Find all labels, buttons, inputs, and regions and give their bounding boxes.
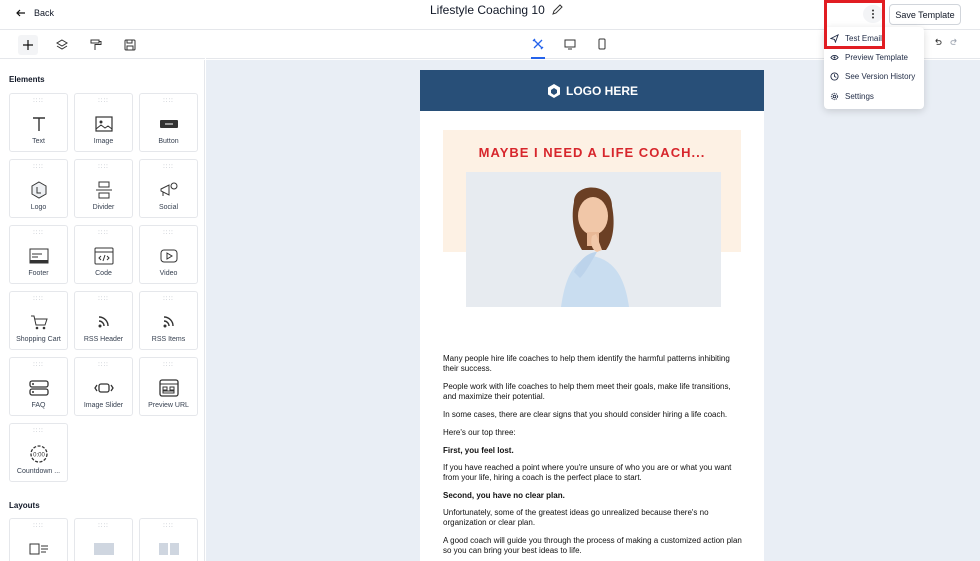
element-text[interactable] [9, 93, 68, 152]
element-rss-header[interactable] [74, 291, 133, 350]
element-label: Divider [92, 204, 115, 211]
save-template-button[interactable]: Save Template [889, 4, 961, 25]
menu-item-label: Settings [845, 92, 874, 101]
slider-icon [94, 379, 114, 397]
woman-thinking-image [466, 172, 721, 307]
layout-two-column-icon [159, 540, 179, 558]
drag-handle-icon: :::: [98, 362, 109, 368]
editor-canvas [206, 60, 980, 561]
social-icon [159, 181, 179, 199]
plus-icon [22, 39, 34, 51]
element-divider[interactable] [74, 159, 133, 218]
email-paragraph: Second, you have no clear plan. [443, 491, 565, 500]
design-view-button[interactable] [531, 37, 545, 51]
layout-two-column[interactable] [139, 518, 198, 561]
mobile-view-button[interactable] [595, 37, 609, 51]
countdown-icon [29, 445, 49, 463]
email-paragraph: If you have reached a point where you're unsure of who you are or what you want from your life, hiring a coach is the perfect place to start. [443, 463, 732, 482]
rss-icon [159, 313, 179, 331]
element-social[interactable] [139, 159, 198, 218]
paint-roller-icon [90, 39, 102, 51]
element-label: Countdown ... [16, 468, 61, 475]
drag-handle-icon: :::: [163, 523, 174, 529]
layers-icon [56, 39, 68, 51]
element-button[interactable] [139, 93, 198, 152]
layouts-section-title: Layouts [9, 501, 40, 510]
element-shopping-cart[interactable] [9, 291, 68, 350]
email-preview[interactable] [420, 70, 764, 561]
element-logo[interactable] [9, 159, 68, 218]
element-faq[interactable] [9, 357, 68, 416]
element-label: FAQ [31, 402, 46, 409]
drag-handle-icon: :::: [163, 164, 174, 170]
element-label: Video [159, 270, 178, 277]
drag-handle-icon: :::: [163, 296, 174, 302]
sidebar-toolbar [0, 31, 205, 59]
drag-handle-icon: :::: [163, 98, 174, 104]
desktop-icon [564, 38, 576, 50]
email-paragraph: Many people hire life coaches to help them identify the harmful patterns inhibiting their success. [443, 354, 730, 373]
preview-url-icon [159, 379, 179, 397]
template-title [430, 3, 563, 17]
email-paragraph: First, you feel lost. [443, 446, 514, 455]
button-icon [159, 115, 179, 133]
element-image[interactable] [74, 93, 133, 152]
element-label: Social [158, 204, 179, 211]
undo-icon[interactable] [933, 38, 942, 47]
menu-item-preview-template[interactable] [830, 53, 908, 62]
element-label: Preview URL [148, 402, 189, 409]
menu-item-settings[interactable] [830, 92, 874, 101]
back-button[interactable] [16, 8, 54, 18]
back-label: Back [34, 8, 55, 18]
element-video[interactable] [139, 225, 198, 284]
faq-icon [29, 379, 49, 397]
save-tab[interactable] [120, 35, 140, 55]
annotation-highlight-box [824, 0, 885, 49]
footer-icon [29, 247, 49, 265]
drag-handle-icon: :::: [163, 362, 174, 368]
element-label: Image Slider [83, 402, 124, 409]
element-label: Footer [28, 270, 49, 277]
rss-icon [94, 313, 114, 331]
arrow-left-icon [16, 8, 26, 18]
layers-tab[interactable] [52, 35, 72, 55]
drag-handle-icon: :::: [33, 164, 44, 170]
email-paragraph: A good coach will guide you through the process of making a customized action plan so you can bring your best ideas to life. [443, 536, 742, 555]
drag-handle-icon: :::: [33, 362, 44, 368]
hero-image[interactable] [466, 172, 721, 307]
element-preview-url[interactable] [139, 357, 198, 416]
drag-handle-icon: :::: [98, 164, 109, 170]
drag-handle-icon: :::: [33, 230, 44, 236]
redo-icon[interactable] [950, 38, 959, 47]
email-paragraph: Unfortunately, some of the greatest ideas go unrealized because there's no organization or clear plan. [443, 508, 709, 527]
drag-handle-icon: :::: [98, 296, 109, 302]
drag-handle-icon: :::: [98, 98, 109, 104]
element-label: Text [32, 138, 45, 145]
menu-item-label: See Version History [845, 72, 916, 81]
email-paragraph: In some cases, there are clear signs that you should consider hiring a life coach. [443, 410, 728, 419]
styles-tab[interactable] [86, 35, 106, 55]
code-icon [94, 247, 114, 265]
menu-item-label: Preview Template [845, 53, 908, 62]
email-paragraph: Here's our top three: [443, 428, 516, 437]
logo-mark-icon [546, 83, 562, 99]
elements-sidebar [0, 60, 205, 561]
layout-one-column-icon [94, 540, 114, 558]
drag-handle-icon: :::: [33, 296, 44, 302]
hero-title: MAYBE I NEED A LIFE COACH... [478, 145, 706, 160]
video-icon [159, 247, 179, 265]
element-code[interactable] [74, 225, 133, 284]
element-label: RSS Items [151, 336, 186, 343]
drag-handle-icon: :::: [33, 98, 44, 104]
add-element-tab[interactable] [18, 35, 38, 55]
drag-handle-icon: :::: [98, 523, 109, 529]
image-icon [94, 115, 114, 133]
desktop-view-button[interactable] [563, 37, 577, 51]
element-label: Logo [30, 204, 47, 211]
layout-image-text-icon [29, 540, 49, 558]
cart-icon [29, 313, 49, 331]
element-footer[interactable] [9, 225, 68, 284]
page-title: Lifestyle Coaching 10 [430, 3, 545, 17]
element-label: Code [95, 270, 112, 277]
eye-icon [830, 53, 839, 62]
elements-section-title: Elements [9, 75, 45, 84]
logo-text: LOGO HERE [565, 83, 638, 98]
drag-handle-icon: :::: [163, 230, 174, 236]
active-view-indicator [531, 57, 545, 59]
history-icon [830, 72, 839, 81]
element-label: Shopping Cart [16, 336, 61, 343]
floppy-disk-icon [124, 39, 136, 51]
layout-image-text[interactable] [9, 518, 68, 561]
element-label: RSS Header [83, 336, 124, 343]
drag-handle-icon: :::: [33, 523, 44, 529]
element-countdown[interactable] [9, 423, 68, 482]
history-controls [933, 38, 959, 47]
gear-icon [830, 92, 839, 101]
mobile-icon [596, 38, 608, 50]
element-image-slider[interactable] [74, 357, 133, 416]
element-label: Button [158, 138, 179, 145]
element-label: Image [93, 138, 114, 145]
element-rss-items[interactable] [139, 291, 198, 350]
svg-text:0:00: 0:00 [32, 452, 45, 459]
layout-one-column[interactable] [74, 518, 133, 561]
menu-item-version-history[interactable] [830, 72, 915, 81]
pencil-icon[interactable] [551, 4, 563, 16]
divider-icon [94, 181, 114, 199]
drag-handle-icon: :::: [98, 230, 109, 236]
logo-icon [29, 181, 49, 199]
menu-item-label: Test Email [845, 34, 882, 43]
text-icon [29, 115, 49, 133]
email-paragraph: People work with life coaches to help them meet their goals, make life transitions, and maximize their potential. [443, 382, 731, 401]
tools-icon [532, 38, 544, 50]
drag-handle-icon: :::: [33, 428, 44, 434]
email-logo-header[interactable] [420, 70, 764, 111]
